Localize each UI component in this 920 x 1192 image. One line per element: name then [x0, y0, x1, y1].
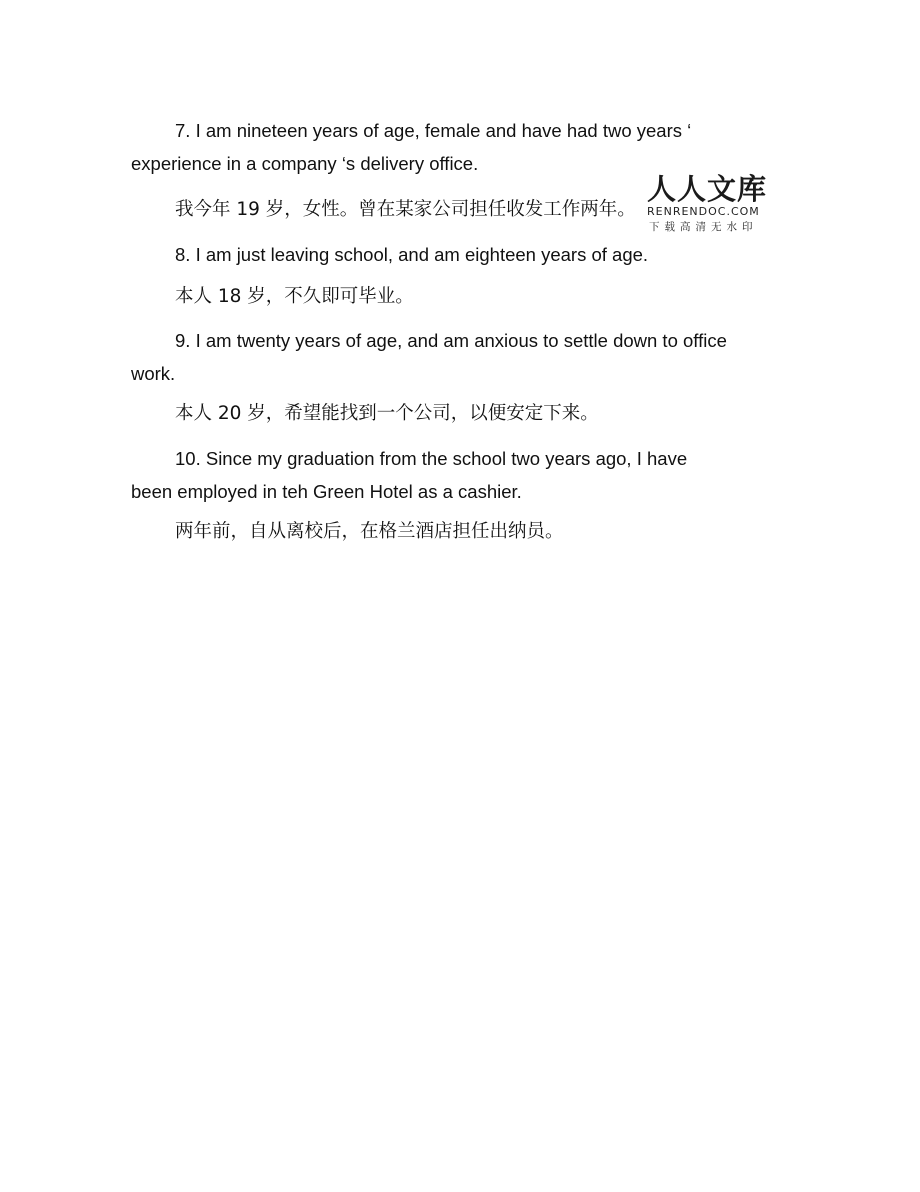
paragraph-7-english: 7. I am nineteen years of age, female and have had two years ‘ experience in a company ‘s delivery office.	[131, 120, 692, 174]
renrendoc-watermark	[645, 172, 773, 234]
paragraph-8-chinese: 本人 18 岁，不久即可毕业。	[175, 286, 414, 307]
watermark-title: 人人文库	[647, 172, 768, 206]
paragraph-10-chinese: 两年前，自从离校后，在格兰酒店担任出纳员。	[175, 521, 564, 542]
paragraph-7-chinese: 我今年 19 岁，女性。曾在某家公司担任收发工作两年。	[175, 199, 636, 220]
paragraph-8-english: 8. I am just leaving school, and am eighteen years of age.	[175, 244, 649, 265]
watermark-domain: RENRENDOC.COM	[647, 205, 760, 218]
paragraph-9-chinese: 本人 20 岁，希望能找到一个公司，以便安定下来。	[175, 403, 599, 424]
paragraph-10-english: 10. Since my graduation from the school two years ago, I have been employed in teh Green Hotel as a cashier.	[131, 448, 688, 502]
paragraph-9-english: 9. I am twenty years of age, and am anxious to settle down to office work.	[131, 330, 727, 384]
watermark-slogan: 下载高清无水印	[649, 221, 758, 233]
